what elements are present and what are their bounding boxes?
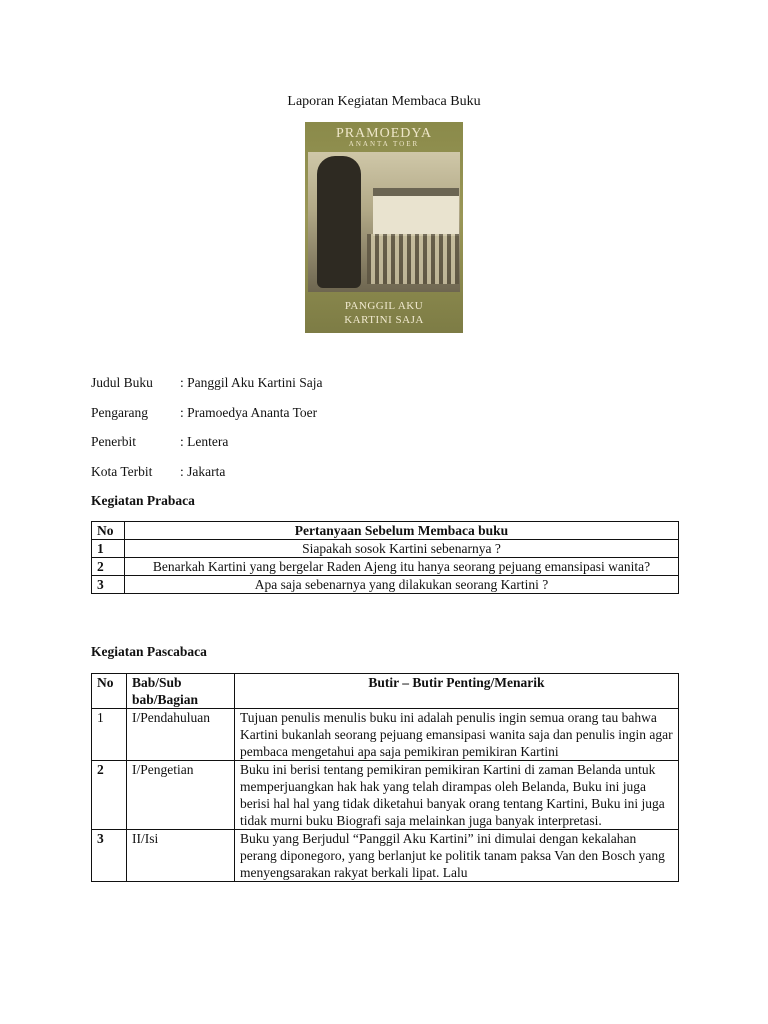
row-no: 3 <box>92 576 125 594</box>
meta-row-publisher <box>91 434 323 464</box>
row-question: Siapakah sosok Kartini sebenarnya ? <box>125 540 679 558</box>
row-question: Benarkah Kartini yang bergelar Raden Ajeng itu hanya seorang pejuang emansipasi wanita? <box>125 558 679 576</box>
row-no: 2 <box>92 761 127 830</box>
meta-value: : Lentera <box>180 434 229 449</box>
row-no: 1 <box>92 709 127 761</box>
cover-title-line1: PANGGIL AKU <box>344 300 424 312</box>
prabaca-table <box>91 521 679 594</box>
meta-label: Pengarang <box>91 404 148 420</box>
table-header-row <box>92 674 679 709</box>
pascabaca-table <box>91 673 679 882</box>
header-points: Butir – Butir Penting/Menarik <box>235 674 679 709</box>
row-points: Buku ini berisi tentang pemikiran pemikiran Kartini di zaman Belanda untuk memperjuangkan hak hak yang telah dirampas oleh Belanda, Buku ini juga berisi hal hal yang tidak diketahui banyak orang tentang Kartini, Buku ini juga tidak murni buku Biografi saja melainkan juga banyak interpretasi. <box>235 761 679 830</box>
table-row <box>92 540 679 558</box>
row-points: Buku yang Berjudul “Panggil Aku Kartini” ini dimulai dengan kekalahan perang diponegoro, yang berlanjut ke politik tanam paksa Van den Bosch yang menyengsarakan rakyat berkali lipat. Lalu <box>235 830 679 882</box>
meta-row-title <box>91 375 323 405</box>
cover-title-line2: KARTINI SAJA <box>344 314 424 326</box>
row-points: Tujuan penulis menulis buku ini adalah penulis ingin semua orang tau bahwa Kartini bukanlah seorang pejuang emansipasi wanita saja dan penulis ingin agar pembaca mengetahui apa saja pemikiran pemikiran Kartini <box>235 709 679 761</box>
meta-row-city <box>91 464 323 494</box>
meta-label: Kota Terbit <box>91 463 153 479</box>
table-header-row <box>92 522 679 540</box>
row-no: 1 <box>92 540 125 558</box>
book-cover-image <box>305 122 463 333</box>
table-row <box>92 576 679 594</box>
table-row <box>92 709 679 761</box>
cover-author-line1: PRAMOEDYA <box>335 126 433 141</box>
row-no: 3 <box>92 830 127 882</box>
header-question: Pertanyaan Sebelum Membaca buku <box>125 522 679 540</box>
header-chapter: Bab/Sub bab/Bagian <box>127 674 235 709</box>
header-no: No <box>92 674 127 709</box>
header-no: No <box>92 522 125 540</box>
row-question: Apa saja sebenarnya yang dilakukan seorang Kartini ? <box>125 576 679 594</box>
document-title: Laporan Kegiatan Membaca Buku <box>287 94 481 109</box>
row-chapter: I/Pendahuluan <box>127 709 235 761</box>
meta-value: : Panggil Aku Kartini Saja <box>180 375 323 390</box>
meta-value: : Pramoedya Ananta Toer <box>180 404 318 420</box>
book-metadata <box>91 375 323 493</box>
cover-house <box>373 188 459 236</box>
cover-author-line2: ANANTA TOER <box>348 140 420 148</box>
meta-label: Penerbit <box>91 434 136 449</box>
meta-value: : Jakarta <box>180 463 226 479</box>
prabaca-heading: Kegiatan Prabaca <box>91 493 195 508</box>
meta-row-author <box>91 405 323 435</box>
table-row <box>92 558 679 576</box>
row-chapter: I/Pengetian <box>127 761 235 830</box>
pascabaca-heading: Kegiatan Pascabaca <box>91 644 207 659</box>
table-row <box>92 761 679 830</box>
cover-portrait-figure <box>317 156 361 288</box>
meta-label: Judul Buku <box>91 375 153 390</box>
table-row <box>92 830 679 882</box>
cover-crowd <box>367 234 459 284</box>
row-chapter: II/Isi <box>127 830 235 882</box>
row-no: 2 <box>92 558 125 576</box>
